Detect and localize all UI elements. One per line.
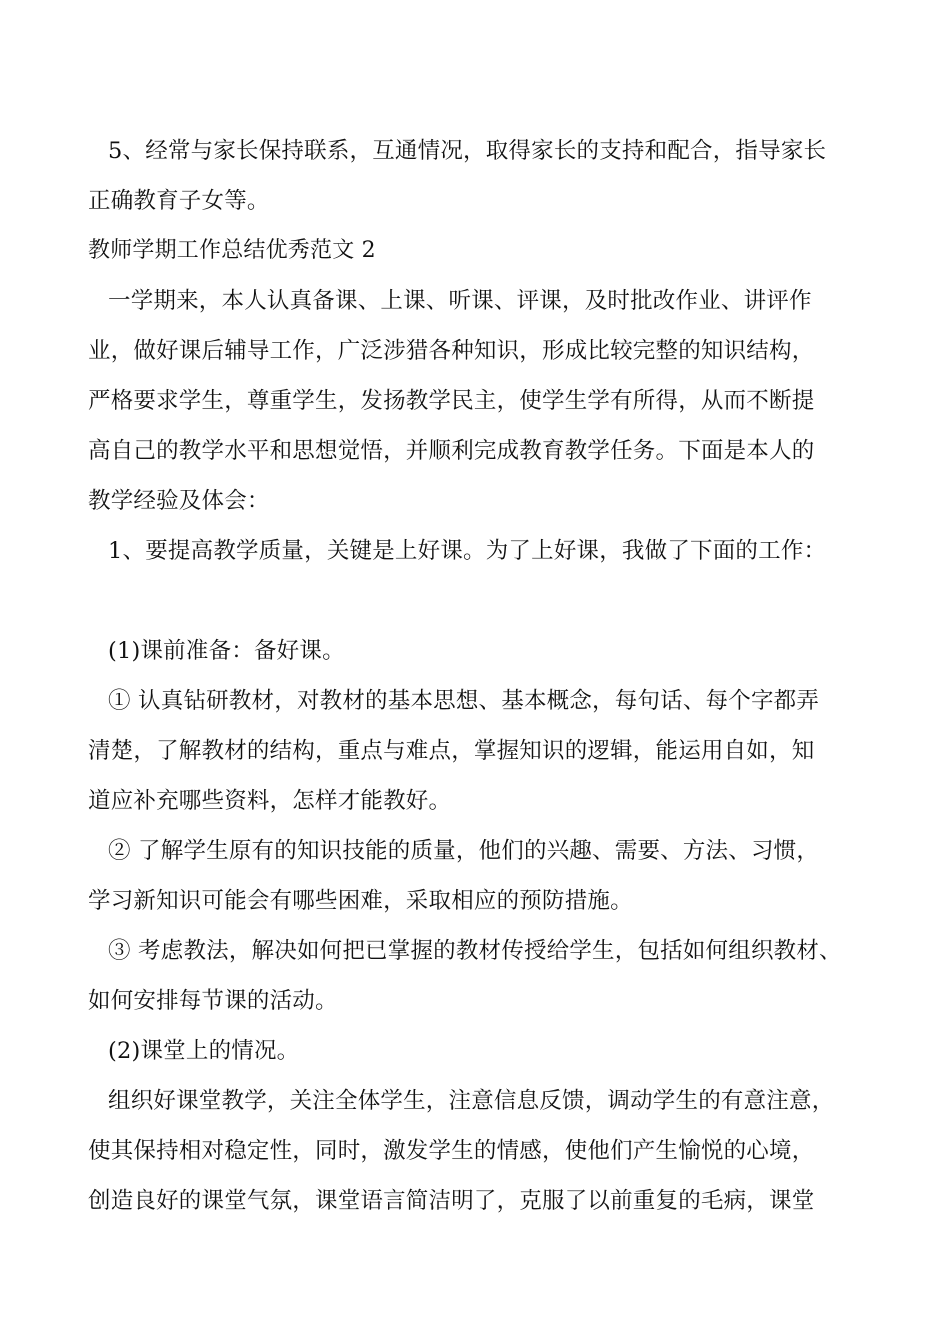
- paragraph-item-5-line-2: 正确教育子女等。: [88, 188, 270, 214]
- classroom-paragraph-line-2: 使其保持相对稳定性，同时，激发学生的情感，使他们产生愉悦的心境，: [88, 1138, 815, 1164]
- numbered-item-1: 1、要提高教学质量，关键是上好课。为了上好课，我做了下面的工作：: [108, 538, 827, 564]
- section-heading: 教师学期工作总结优秀范文 2: [88, 238, 376, 263]
- intro-paragraph-line-5: 教学经验及体会：: [88, 488, 270, 514]
- circled-item-3-line-2: 如何安排每节课的活动。: [88, 988, 338, 1014]
- classroom-paragraph-line-1: 组织好课堂教学，关注全体学生，注意信息反馈，调动学生的有意注意，: [108, 1088, 835, 1114]
- circled-item-2-line-2: 学习新知识可能会有哪些困难，采取相应的预防措施。: [88, 888, 633, 914]
- intro-paragraph-line-3: 严格要求学生，尊重学生，发扬教学民主，使学生学有所得，从而不断提: [88, 388, 815, 414]
- circled-item-3-line-1: ③ 考虑教法，解决如何把已掌握的教材传授给学生，包括如何组织教材、: [108, 938, 842, 964]
- intro-paragraph-line-1: 一学期来，本人认真备课、上课、听课、评课，及时批改作业、讲评作: [108, 288, 812, 314]
- paragraph-item-5-line-1: 5、经常与家长保持联系，互通情况，取得家长的支持和配合，指导家长: [108, 138, 827, 164]
- circled-item-1-line-1: ① 认真钻研教材，对教材的基本思想、基本概念，每句话、每个字都弄: [108, 688, 820, 714]
- circled-item-1-line-2: 清楚，了解教材的结构，重点与难点，掌握知识的逻辑，能运用自如，知: [88, 738, 815, 764]
- subsection-2-heading: (2)课堂上的情况。: [108, 1038, 300, 1064]
- intro-paragraph-line-4: 高自己的教学水平和思想觉悟，并顺利完成教育教学任务。下面是本人的: [88, 438, 815, 464]
- circled-item-1-line-3: 道应补充哪些资料，怎样才能教好。: [88, 788, 452, 814]
- subsection-1-heading: (1)课前准备：备好课。: [108, 638, 345, 664]
- circled-item-2-line-1: ② 了解学生原有的知识技能的质量，他们的兴趣、需要、方法、习惯，: [108, 838, 820, 864]
- intro-paragraph-line-2: 业，做好课后辅导工作，广泛涉猎各种知识，形成比较完整的知识结构，: [88, 338, 815, 364]
- classroom-paragraph-line-3: 创造良好的课堂气氛，课堂语言简洁明了，克服了以前重复的毛病，课堂: [88, 1188, 815, 1214]
